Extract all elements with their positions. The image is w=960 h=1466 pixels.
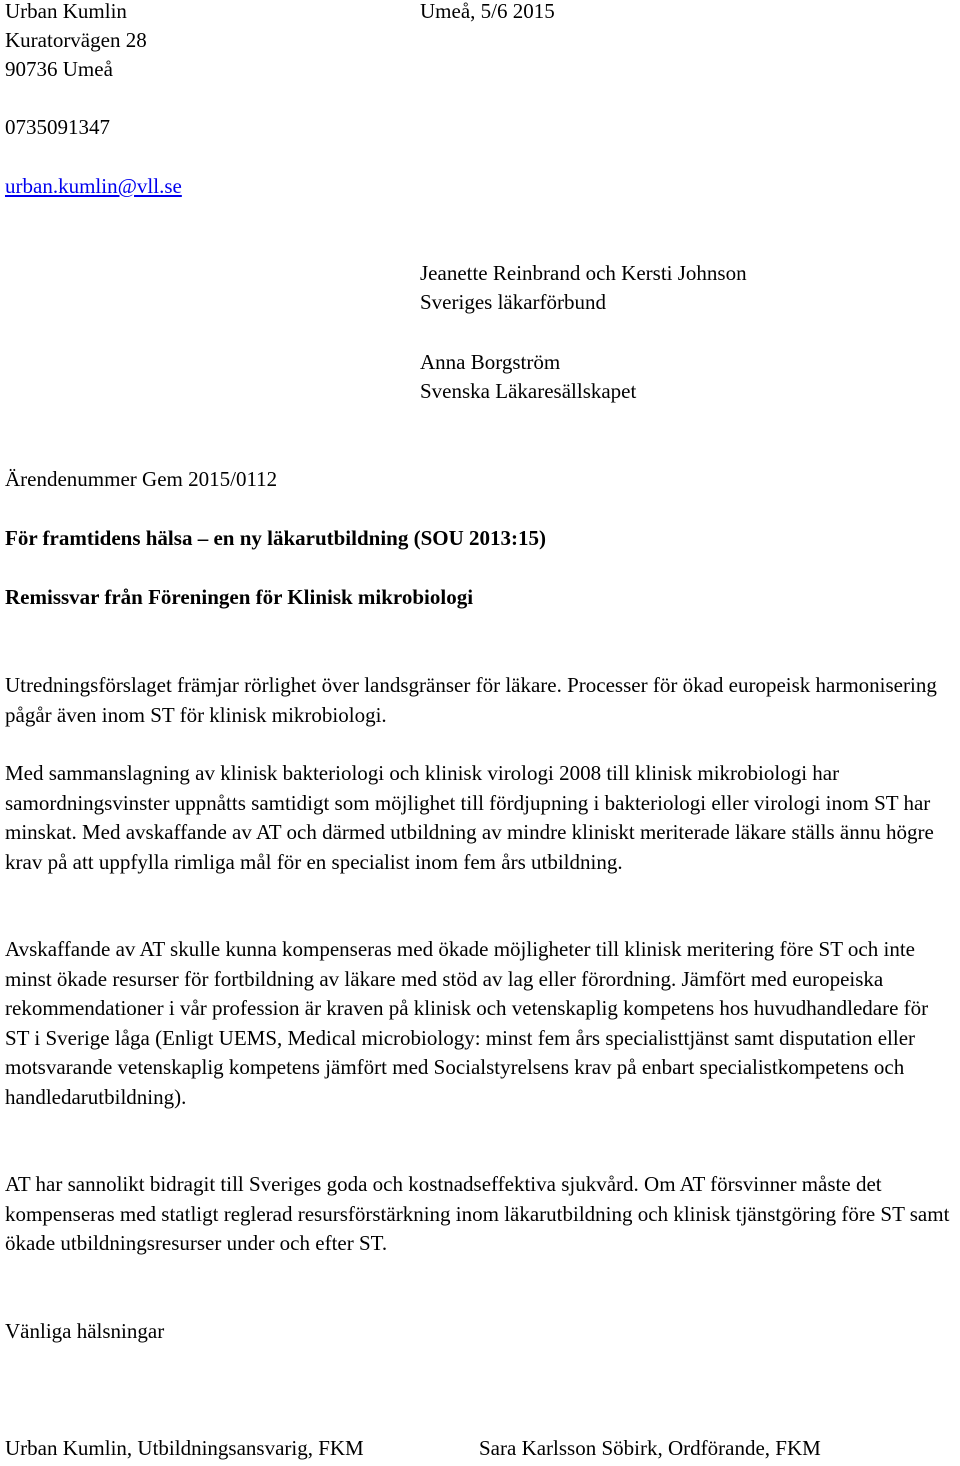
recipient-1-name: Jeanette Reinbrand och Kersti Johnson <box>420 261 747 285</box>
recipient-1-org: Sveriges läkarförbund <box>420 290 607 314</box>
closing-greeting: Vänliga hälsningar <box>5 1319 165 1343</box>
signature-right: Sara Karlsson Söbirk, Ordförande, FKM <box>479 1436 821 1460</box>
subject-heading: Remissvar från Föreningen för Klinisk mikrobiologi <box>5 585 474 609</box>
body-paragraph-2: Med sammanslagning av klinisk bakteriologi och klinisk virologi 2008 till klinisk mikrobiologi har samordningsvinster uppnåtts samtidigt som möjlighet till fördjupning i bakteriologi eller virologi inom ST har minskat. Med avskaffande av AT och därmed utbildning av mindre kliniskt meriterade läkare ställs ännu högre krav på att uppfylla rimliga mål för en specialist inom fem års utbildning. <box>5 761 934 874</box>
body-paragraph-4: AT har sannolikt bidragit till Sveriges goda och kostnadseffektiva sjukvård. Om AT försvinner måste det kompenseras med statligt reglerad resursförstärkning inom läkarutbildning och klinisk tjänstgöring före ST samt ökade utbildningsresurser under och efter ST. <box>5 1172 950 1255</box>
signature-left: Urban Kumlin, Utbildningsansvarig, FKM <box>5 1436 364 1460</box>
body-paragraph-1: Utredningsförslaget främjar rörlighet över landsgränser för läkare. Processer för ökad europeisk harmonisering pågår även inom ST för klinisk mikrobiologi. <box>5 673 937 727</box>
sender-street: Kuratorvägen 28 <box>5 28 147 52</box>
recipient-2-org: Svenska Läkaresällskapet <box>420 379 637 403</box>
case-number: Ärendenummer Gem 2015/0112 <box>5 467 278 491</box>
place-date: Umeå, 5/6 2015 <box>420 0 555 23</box>
recipient-2-name: Anna Borgström <box>420 350 561 374</box>
sender-postal: 90736 Umeå <box>5 57 113 81</box>
sender-email-link[interactable]: urban.kumlin@vll.se <box>5 174 182 198</box>
sender-name: Urban Kumlin <box>5 0 127 23</box>
subject-title: För framtidens hälsa – en ny läkarutbildning (SOU 2013:15) <box>5 526 547 550</box>
sender-phone: 0735091347 <box>5 115 110 139</box>
body-paragraph-3: Avskaffande av AT skulle kunna kompenseras med ökade möjligheter till klinisk meritering före ST och inte minst ökade resurser för fortbildning av läkare med stöd av lag eller förordning. Jämfört med europeiska rekommendationer i vår profession är kraven på klinisk och vetenskaplig kompetens hos huvudhandledare för ST i Sverige låga (Enligt UEMS, Medical microbiology: minst fem års specialisttjänst samt disputation eller motsvarande vetenskaplig kompetens jämfört med Socialstyrelsens krav på enbart specialistkompetens och handledarutbildning). <box>5 937 929 1109</box>
